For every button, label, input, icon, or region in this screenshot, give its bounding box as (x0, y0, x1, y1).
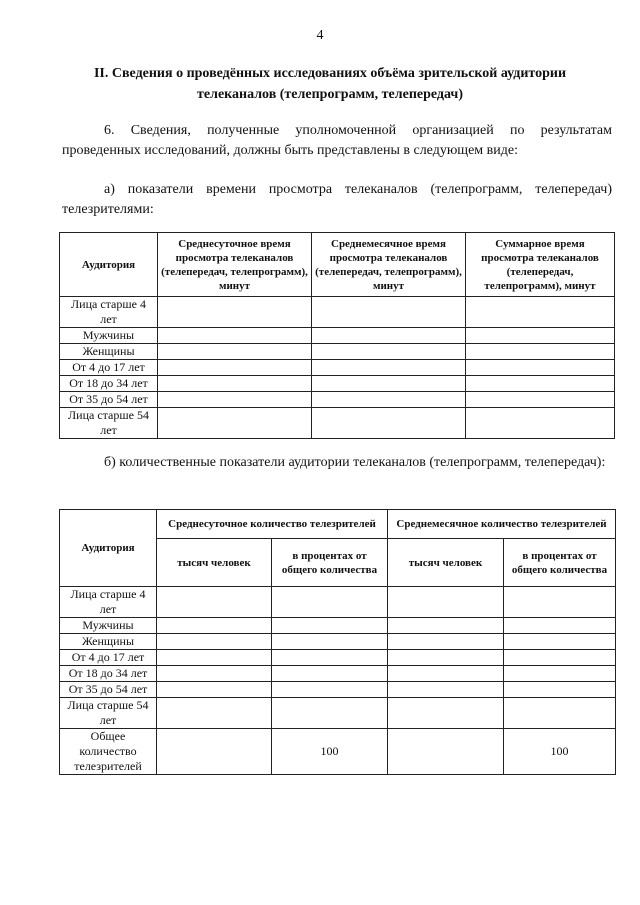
table2-row-label: Лица старше 54 лет (60, 698, 157, 729)
table1-header-audience: Аудитория (60, 233, 158, 297)
table1-row-label: От 4 до 17 лет (60, 360, 158, 376)
table-row (60, 328, 615, 344)
table1-row-label: Лица старше 54 лет (60, 408, 158, 439)
table-row (60, 360, 615, 376)
table-row (60, 408, 615, 439)
table2-total-row (60, 729, 616, 775)
paragraph-a (62, 180, 612, 220)
table1-header-row (60, 233, 615, 297)
table1-row-label: Лица старше 4 лет (60, 297, 158, 328)
table2-row-label: От 35 до 54 лет (60, 682, 157, 698)
table2-header-row-1 (60, 510, 616, 539)
table-row (60, 297, 615, 328)
table2-header-monthly-percent: в процентах от общего количества (504, 539, 616, 587)
table2-row-label: Мужчины (60, 618, 157, 634)
table2-row-label: Женщины (60, 634, 157, 650)
table2-header-daily-percent: в процентах от общего количества (272, 539, 388, 587)
table2-total-daily-percent: 100 (272, 729, 388, 775)
section-heading-line2: телеканалов (телепрограмм, телепередач) (197, 87, 463, 102)
page-number: 4 (316, 28, 324, 43)
paragraph-6-number: 6. (104, 123, 115, 138)
table-row (60, 392, 615, 408)
table-row (60, 344, 615, 360)
table1-header-total: Суммарное время просмотра телеканалов (телепередач, телепрограмм), минут (466, 233, 615, 297)
table1-row-label: От 35 до 54 лет (60, 392, 158, 408)
table2-header-monthly-thousands: тысяч человек (388, 539, 504, 587)
paragraph-6-text: Сведения, полученные уполномоченной организацией по результатам проведенных исследований, должны быть представлены в следующем виде: (62, 123, 612, 158)
table2-header-daily-group: Среднесуточное количество телезрителей (157, 510, 388, 539)
table-row (60, 634, 616, 650)
section-heading (60, 63, 600, 105)
table2-header-monthly-group: Среднемесячное количество телезрителей (388, 510, 616, 539)
table-row (60, 682, 616, 698)
table-row (60, 698, 616, 729)
table2-header-daily-thousands: тысяч человек (157, 539, 272, 587)
table1-row-label: Мужчины (60, 328, 158, 344)
paragraph-6 (62, 121, 612, 161)
table1-header-daily: Среднесуточное время просмотра телеканалов (телепередач, телепрограмм), минут (158, 233, 312, 297)
section-heading-line1: II. Сведения о проведённых исследованиях объёма зрительской аудитории (93, 66, 567, 81)
table2-row-label: От 4 до 17 лет (60, 650, 157, 666)
table2-total-monthly-percent: 100 (504, 729, 616, 775)
table2-row-label: От 18 до 34 лет (60, 666, 157, 682)
table-row (60, 587, 616, 618)
table2-row-label: Лица старше 4 лет (60, 587, 157, 618)
table-row (60, 666, 616, 682)
paragraph-b (62, 453, 612, 473)
table1-row-label: Женщины (60, 344, 158, 360)
table-row (60, 376, 615, 392)
viewing-time-table (59, 232, 615, 439)
table-row (60, 650, 616, 666)
audience-size-table (59, 509, 616, 775)
paragraph-a-text: а) показатели времени просмотра телеканалов (телепрограмм, телепередач) телезрителями: (62, 182, 612, 217)
paragraph-b-text: б) количественные показатели аудитории телеканалов (телепрограмм, телепередач): (104, 455, 606, 470)
table2-header-audience: Аудитория (60, 510, 157, 587)
table1-header-monthly: Среднемесячное время просмотра телеканалов (телепередач, телепрограмм), минут (312, 233, 466, 297)
table-row (60, 618, 616, 634)
table1-row-label: От 18 до 34 лет (60, 376, 158, 392)
table2-total-label: Общее количество телезрителей (60, 729, 157, 775)
